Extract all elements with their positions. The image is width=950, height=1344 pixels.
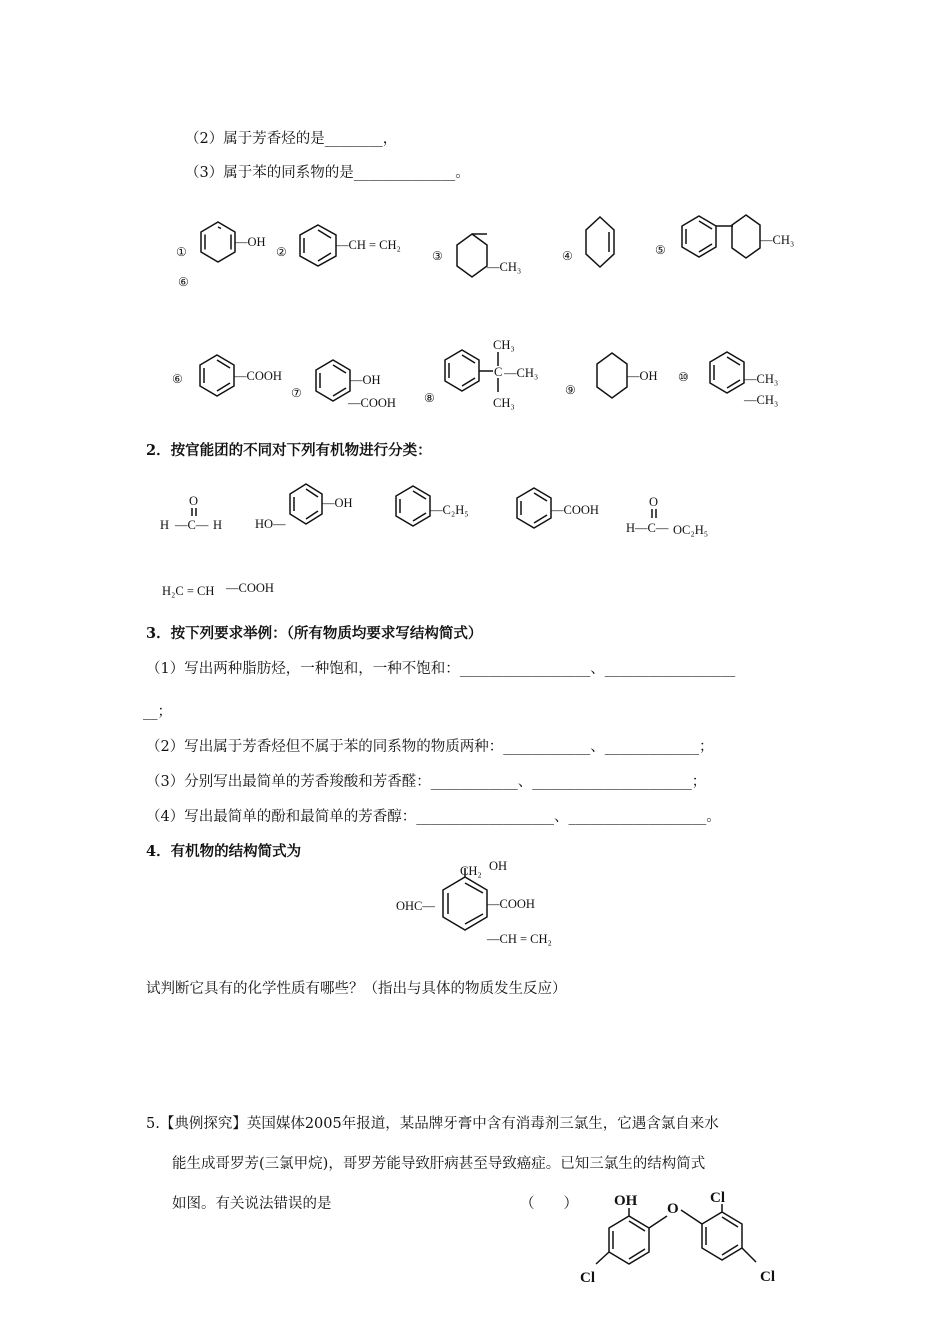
- q4-vinyl: —CH = CH₂: [487, 932, 552, 946]
- compound-7-salicylic-acid: [291, 360, 396, 410]
- compound-3-group: —CH₃: [487, 260, 522, 274]
- compound-6-group: —COOH: [234, 369, 282, 383]
- q4-oh: OH: [489, 859, 508, 873]
- compound-5-number: ⑤: [655, 243, 666, 257]
- svg-text:—COOH: —COOH: [226, 581, 274, 595]
- q3-part3: （3）分别写出最简单的芳香羧酸和芳香醛：____________、______________________；: [146, 774, 707, 790]
- compound-8-group: —CH₃: [504, 366, 539, 380]
- compound-10-group-1: —CH₃: [744, 372, 779, 386]
- svg-text:—C—: —C—: [175, 518, 209, 532]
- q1-part2-text: （2）属于芳香烃的是________，: [185, 131, 398, 147]
- q3-part2: （2）写出属于芳香烃但不属于苯的同系物的物质两种：____________、_____________；: [146, 739, 714, 755]
- q2-ethyl-formate: [626, 495, 708, 537]
- compound-8-bottom: CH₃: [493, 396, 515, 410]
- compound-9-group: —OH: [627, 369, 658, 383]
- q5-line1: 5.【典例探究】英国媒体2005年报道，某品牌牙膏中含有消毒剂三氯生，它遇含氯自来水: [146, 1116, 719, 1132]
- svg-text:—OH: —OH: [322, 496, 353, 510]
- q2-hydroquinone: [255, 484, 353, 531]
- compound-7-number: ⑦: [291, 386, 302, 400]
- q5-answer-paren: （ ）: [520, 1196, 578, 1212]
- compound-6-number: ⑥: [172, 372, 183, 386]
- q4-ohc: OHC—: [396, 899, 435, 913]
- compound-3-methylcyclohexane: [432, 234, 521, 277]
- q2-formaldehyde: [160, 494, 222, 532]
- svg-text:H: H: [213, 518, 223, 532]
- q1-part3-text: （3）属于苯的同系物的是______________。: [185, 165, 470, 181]
- q2-acrylic-acid: [162, 581, 274, 598]
- stray-mark: ⑥: [178, 275, 189, 289]
- q4-ch2: CH₂: [460, 864, 482, 878]
- compound-8-number: ⑧: [424, 391, 435, 405]
- compound-7-group-cooh: —COOH: [348, 396, 396, 410]
- q2-structures: [0, 470, 950, 605]
- compound-4-cyclohexene: [562, 217, 614, 267]
- compound-9-cyclohexanol: [565, 353, 658, 398]
- compound-10-group-2: —CH₃: [744, 393, 779, 407]
- q5-cl-top: Cl: [710, 1190, 725, 1206]
- svg-text:—COOH: —COOH: [551, 503, 599, 517]
- q2-ethylbenzene: [396, 486, 469, 526]
- svg-text:C: C: [494, 365, 503, 379]
- q4-title: 4．有机物的结构简式为: [146, 843, 302, 860]
- q4-question: 试判断它具有的化学性质有哪些？（指出与具体的物质发生反应）: [146, 981, 567, 997]
- compound-8-top: CH₃: [493, 338, 515, 352]
- q2-benzoic-acid: [517, 488, 599, 528]
- compound-9-number: ⑨: [565, 383, 576, 397]
- q3-part4: （4）写出最简单的酚和最简单的芳香醇：___________________、___________________。: [146, 809, 721, 825]
- compound-1-phenol: [176, 222, 266, 262]
- q5-cl-left: Cl: [580, 1270, 595, 1286]
- compound-7-group-oh: —OH: [350, 373, 381, 387]
- compound-4-number: ④: [562, 249, 573, 263]
- compound-8-tert-butylbenzene: [424, 338, 538, 410]
- q5-line2: 能生成哥罗芳(三氯甲烷)，哥罗芳能导致肝病甚至导致癌症。已知三氯生的结构简式: [172, 1156, 706, 1172]
- svg-text:OC₂H₅: OC₂H₅: [673, 523, 709, 537]
- compound-10-xylene: [678, 352, 778, 407]
- svg-text:HO—: HO—: [255, 517, 286, 531]
- q3-part1: （1）写出两种脂肪烃，一种饱和，一种不饱和：__________________、__________________: [146, 661, 736, 677]
- q4-structure: [0, 850, 950, 960]
- q3-title: 3．按下列要求举例：（所有物质均要求写结构简式）: [146, 625, 483, 642]
- compound-1-group: —OH: [235, 235, 266, 249]
- svg-text:—C₂H₅: —C₂H₅: [430, 503, 469, 517]
- compound-6-benzoic-acid: [172, 355, 282, 396]
- compound-3-number: ③: [432, 249, 443, 263]
- q4-cooh: —COOH: [487, 897, 535, 911]
- svg-text:H₂C = CH: H₂C = CH: [162, 584, 215, 598]
- compound-2-group: —CH = CH₂: [336, 238, 401, 252]
- svg-text:O: O: [649, 495, 659, 509]
- compound-1-number: ①: [176, 245, 187, 259]
- q5-triclosan-structure: [0, 1180, 950, 1310]
- compound-10-number: ⑩: [678, 370, 689, 384]
- q5-ether-o: O: [667, 1201, 679, 1217]
- svg-text:H—C—: H—C—: [626, 521, 669, 535]
- compound-2-styrene: [276, 225, 401, 266]
- compound-2-number: ②: [276, 245, 287, 259]
- q3-part1-continued: __；: [143, 704, 172, 720]
- q2-title: 2．按官能团的不同对下列有机物进行分类：: [146, 442, 432, 459]
- q5-oh: OH: [614, 1193, 638, 1209]
- svg-text:O: O: [189, 494, 199, 508]
- q5-cl-right: Cl: [760, 1269, 775, 1285]
- compound-5-group: —CH₃: [760, 233, 795, 247]
- compound-5: [655, 215, 794, 258]
- q5-line3: 如图。有关说法错误的是: [172, 1196, 332, 1212]
- q1-structures: [0, 0, 950, 420]
- svg-text:H: H: [160, 518, 170, 532]
